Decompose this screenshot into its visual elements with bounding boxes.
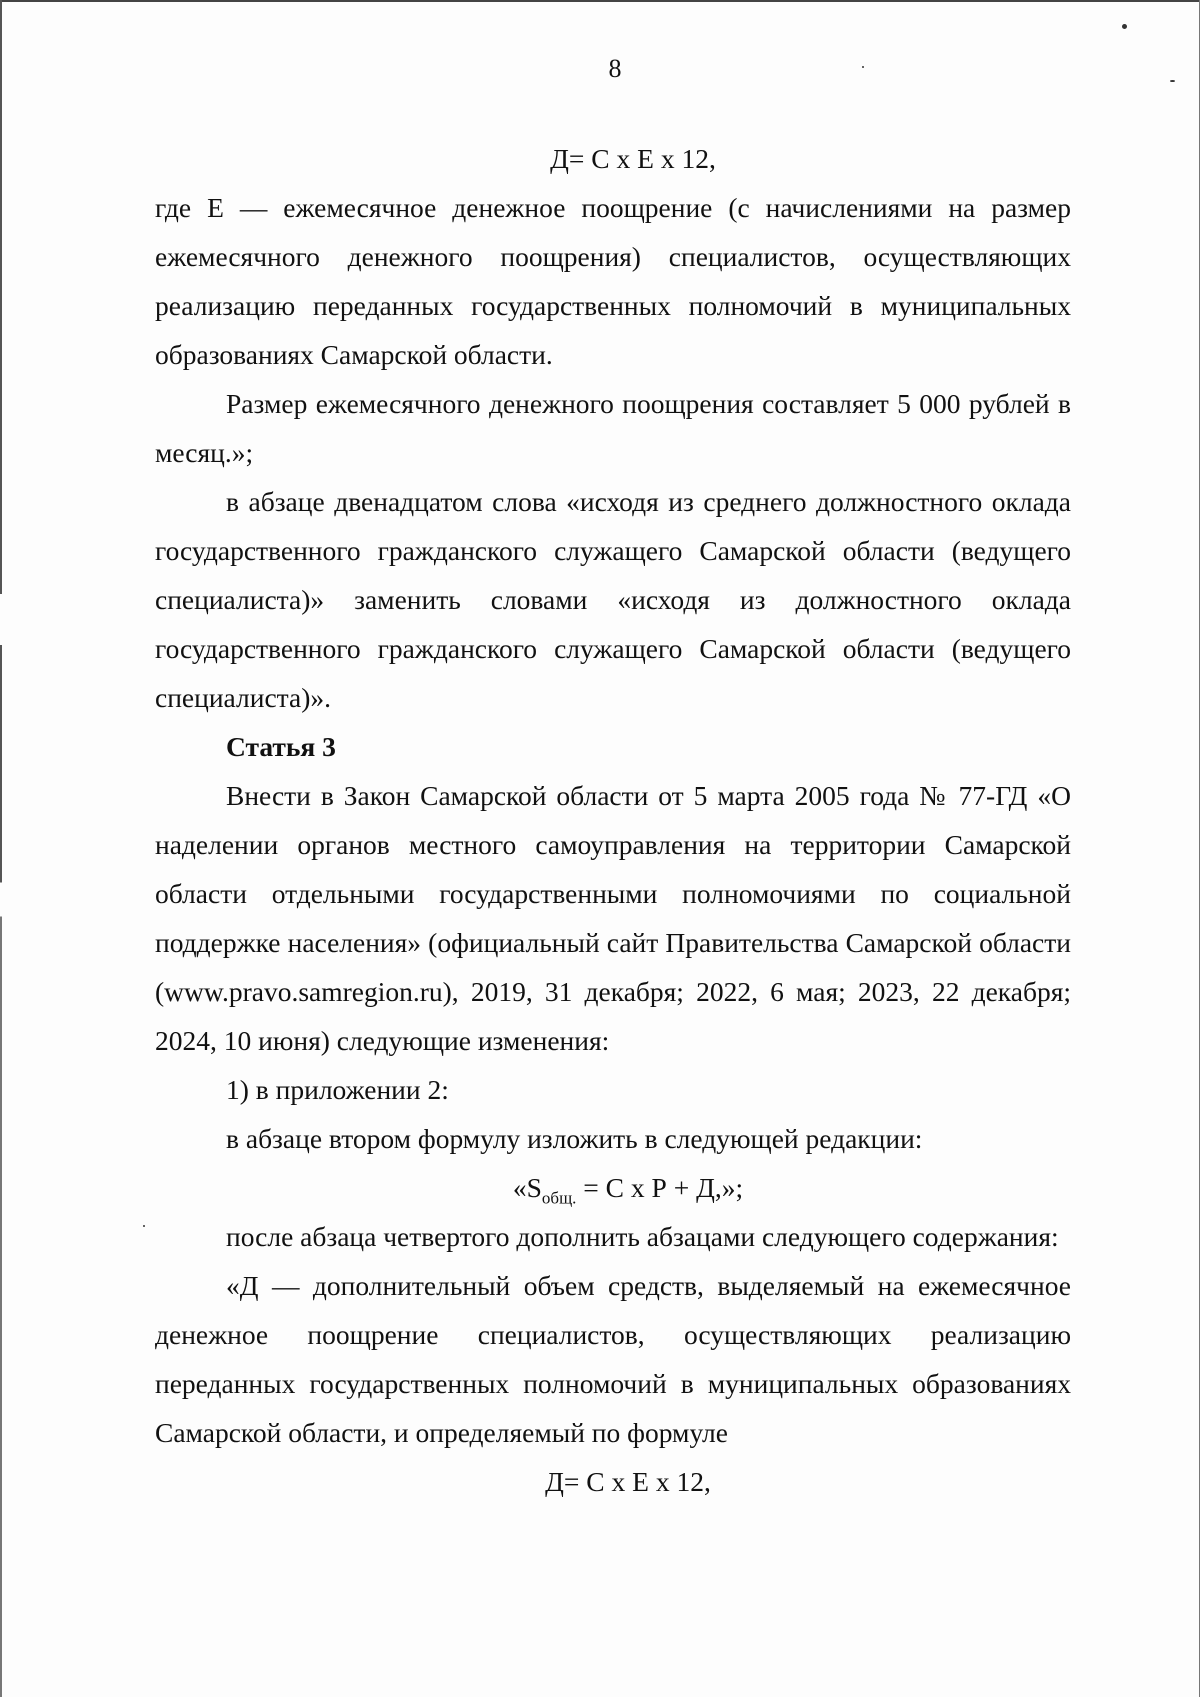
document-body (155, 134, 1071, 1506)
paragraph-formula-intro: в абзаце втором формулу изложить в следующей редакции: (226, 1123, 923, 1154)
scan-speck (143, 1225, 145, 1227)
formula-bottom: Д= С х Е х 12, (545, 1466, 711, 1497)
paragraph-where-e: где Е — ежемесячное денежное поощрение (с начислениями на размер ежемесячного денежного поощрения) специалистов, осуществляющих реализацию переданных государственных полномочий в муниципальных образованиях Самарской области. (155, 192, 1071, 370)
list-item-1: 1) в приложении 2: (226, 1074, 449, 1105)
paragraph-amount: Размер ежемесячного денежного поощрения составляет 5 000 рублей в месяц.»; (155, 388, 1071, 468)
formula-s-subscript: общ. (541, 1188, 577, 1208)
paragraph-twelfth: в абзаце двенадцатом слова «исходя из среднего должностного оклада государственного гражданского служащего Самарской области (ведущего специалиста)» заменить словами «исходя из должностного оклада государственного гражданского служащего Самарской области (ведущего специалиста)». (155, 486, 1071, 713)
formula-s-suffix: = С х Р + Д,»; (576, 1172, 744, 1203)
scan-speck (1122, 24, 1127, 29)
page-number: 8 (608, 54, 622, 83)
scan-edge-left (0, 0, 2, 1697)
scan-edge-top (0, 0, 1200, 2)
paragraph-d-definition: «Д — дополнительный объем средств, выделяемый на ежемесячное денежное поощрение специалистов, осуществляющих реализацию переданных государственных полномочий в муниципальных образованиях Самарской области, и определяемый по формуле (155, 1270, 1071, 1448)
formula-top: Д= С х Е х 12, (550, 143, 716, 174)
paragraph-amend-law: Внести в Закон Самарской области от 5 марта 2005 года № 77-ГД «О наделении органов местного самоуправления на территории Самарской области отдельными государственными полномочиями по социальной поддержке населения» (официальный сайт Правительства Самарской области (www.pravo.samregion.ru), 2019, 31 декабря; 2022, 6 мая; 2023, 22 декабря; 2024, 10 июня) следующие изменения: (155, 780, 1071, 1056)
formula-s (155, 1163, 1071, 1212)
paragraph-after-fourth: после абзаца четвертого дополнить абзацами следующего содержания: (226, 1221, 1059, 1252)
formula-s-prefix: «S (512, 1172, 542, 1203)
article-heading: Статья 3 (226, 731, 336, 762)
